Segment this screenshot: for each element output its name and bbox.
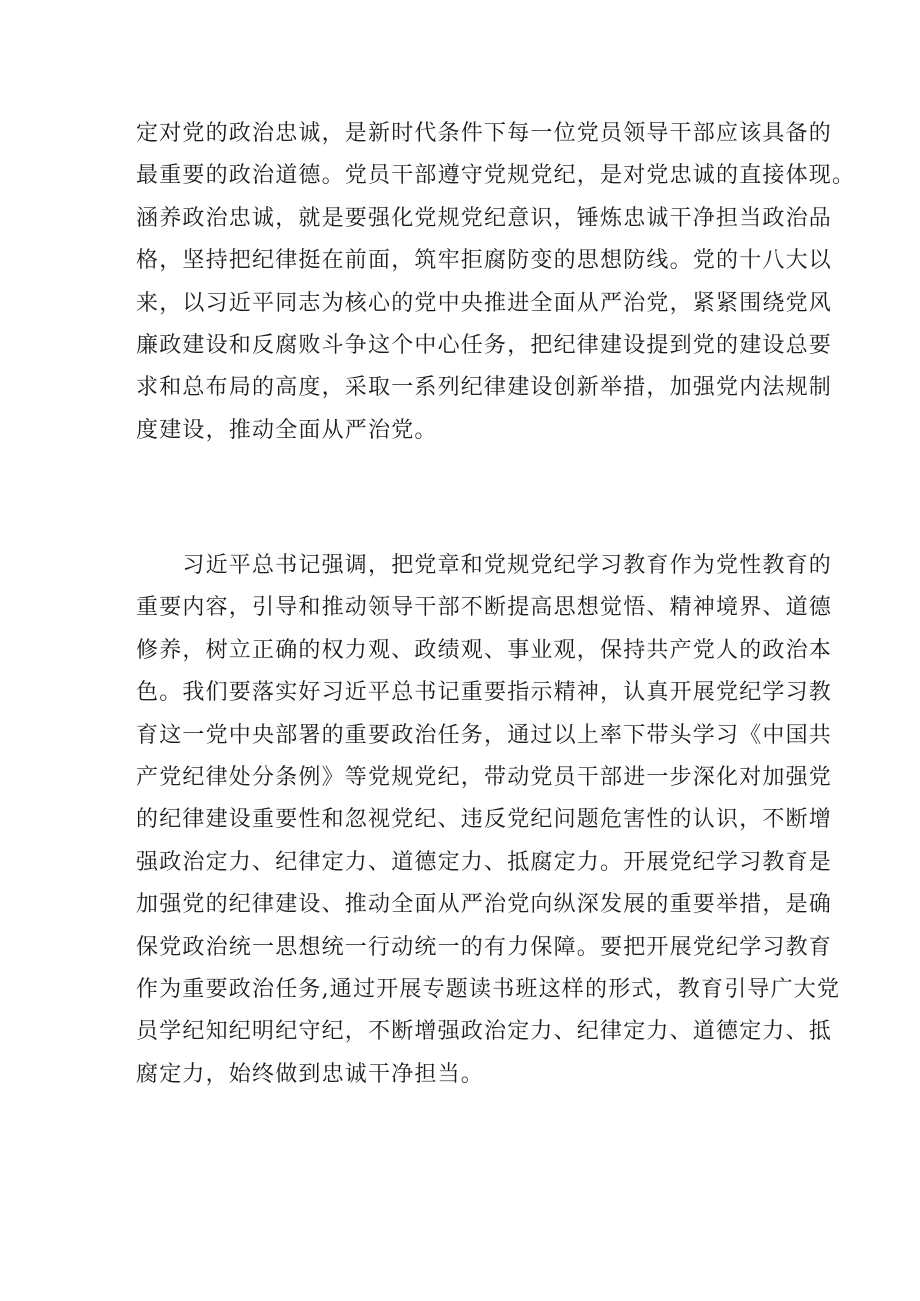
text-line: 产党纪律处分条例》等党规党纪，带动党员干部进一步深化对加强党 <box>136 764 833 790</box>
text-line: 来，以习近平同志为核心的党中央推进全面从严治党，紧紧围绕党风 <box>136 290 833 316</box>
text-line: 保党政治统一思想统一行动统一的有力保障。要把开展党纪学习教育 <box>136 934 833 960</box>
text-line: 腐定力，始终做到忠诚干净担当。 <box>136 1061 485 1087</box>
text-line: 员学纪知纪明纪守纪，不断增强政治定力、纪律定力、道德定力、抵 <box>136 1019 833 1045</box>
text-line: 重要内容，引导和推动领导干部不断提高思想觉悟、精神境界、道德 <box>136 595 833 621</box>
text-line: 的纪律建设重要性和忽视党纪、违反党纪问题危害性的认识，不断增 <box>136 807 833 833</box>
text-line: 作为重要政治任务,通过开展专题读书班这样的形式，教育引导广大党 <box>136 976 841 1002</box>
text-line: 定对党的政治忠诚，是新时代条件下每一位党员领导干部应该具备的 <box>136 121 833 146</box>
text-line: 度建设，推动全面从严治党。 <box>136 417 438 443</box>
text-line: 强政治定力、纪律定力、道德定力、抵腐定力。开展党纪学习教育是 <box>136 849 833 875</box>
paragraph-2 <box>136 545 841 1096</box>
text-line: 色。我们要落实好习近平总书记重要指示精神，认真开展党纪学习教 <box>136 680 833 706</box>
text-line: 加强党的纪律建设、推动全面从严治党向纵深发展的重要举措，是确 <box>136 892 833 918</box>
text-line: 育这一党中央部署的重要政治任务，通过以上率下带头学习《中国共 <box>136 722 833 748</box>
text-line: 最重要的政治道德。党员干部遵守党规党纪，是对党忠诚的直接体现。 <box>136 163 856 189</box>
text-line: 习近平总书记强调，把党章和党规党纪学习教育作为党性教育的 <box>136 553 833 578</box>
text-line: 格，坚持把纪律挺在前面，筑牢拒腐防变的思想防线。党的十八大以 <box>136 248 833 274</box>
text-line: 涵养政治忠诚，就是要强化党规党纪意识，锤炼忠诚干净担当政治品 <box>136 205 833 231</box>
text-line: 修养，树立正确的权力观、政绩观、事业观，保持共产党人的政治本 <box>136 637 833 663</box>
text-line: 廉政建设和反腐败斗争这个中心任务，把纪律建设提到党的建设总要 <box>136 332 833 358</box>
text-line: 求和总布局的高度，采取一系列纪律建设创新举措，加强党内法规制 <box>136 375 833 401</box>
paragraph-1 <box>136 113 856 452</box>
